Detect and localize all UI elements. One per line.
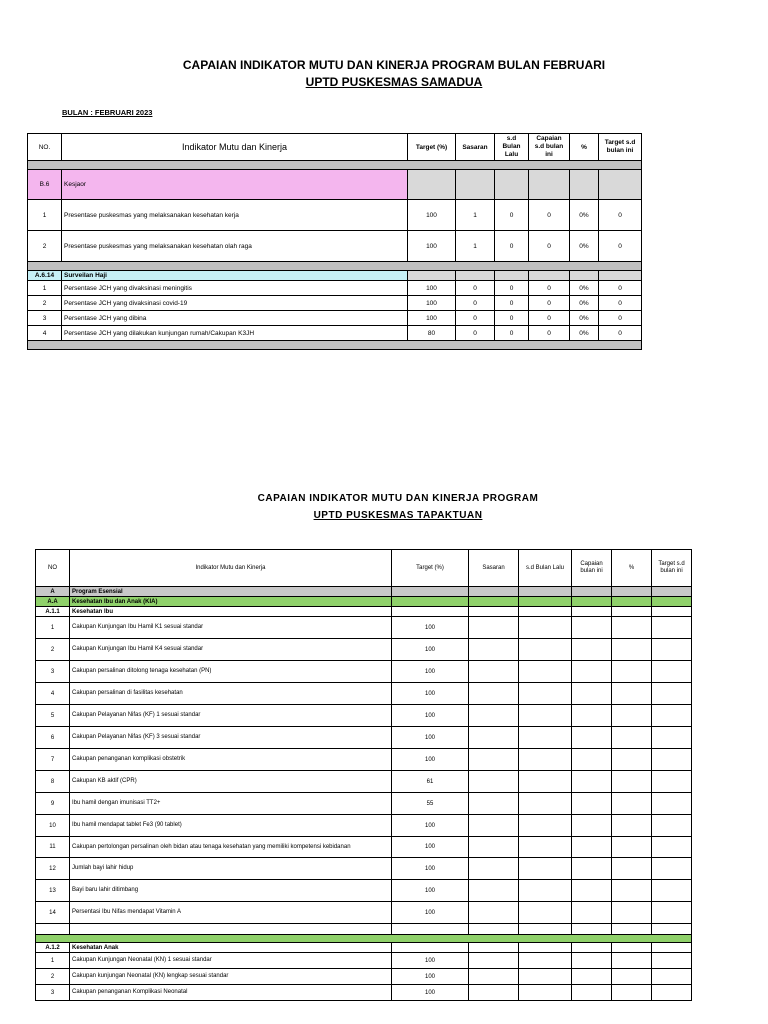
cell-sd: 0 [495,326,529,341]
cell-target: 100 [392,969,469,985]
cell-target: 100 [392,858,469,880]
cell-empty [652,815,692,837]
header-capaian: Capaian bulan ini [572,550,612,587]
cell-empty [519,639,572,661]
doc1-header-row [28,134,642,161]
cell-empty [469,985,519,1001]
cell-indikator: Cakupan Kunjungan Neonatal (KN) 1 sesuai standar [70,953,392,969]
cell-empty [469,639,519,661]
cell-pct: 0% [570,296,599,311]
cell-empty [519,771,572,793]
cell-empty [652,683,692,705]
cell-target: 100 [408,311,456,326]
cell-empty [469,617,519,639]
doc2-table [35,549,692,1001]
cell-target-sd: 0 [599,326,642,341]
doc1-table [27,133,642,350]
cell-empty [652,858,692,880]
cell-no: 1 [36,953,70,969]
section-row [28,170,642,200]
cell-sasaran: 0 [456,311,495,326]
cell-sasaran: 0 [456,281,495,296]
cell-empty [519,953,572,969]
cell-indikator: Persentasi Ibu Nifas mendapat Vitamin A [70,902,392,924]
header-sd: s.d Bulan Lalu [495,134,529,161]
cell-target: 100 [392,815,469,837]
cell-empty [519,815,572,837]
cell-no: 1 [28,281,62,296]
cell-target: 100 [408,231,456,262]
cell-indikator: Cakupan pertolongan persalinan oleh bidan atau tenaga kesehatan yang memiliki kompetensi kebidanan [70,837,392,858]
cell-no: 3 [36,985,70,1001]
cell-indikator: Persentase JCH yang dilakukan kunjungan rumah/Cakupan K3JH [62,326,408,341]
cell-empty [572,953,612,969]
table-row [36,661,692,683]
cell-sasaran: 1 [456,200,495,231]
table-row [36,858,692,880]
cell-empty [469,837,519,858]
cell-no: 2 [28,231,62,262]
table-row [36,793,692,815]
ibu-rows [36,617,692,924]
table-row [28,231,642,262]
table-row [28,326,642,341]
cell-capaian: 0 [529,326,570,341]
cell-empty [572,639,612,661]
section-label: Surveilan Haji [62,271,408,281]
cell-no: 6 [36,727,70,749]
cell-empty [652,749,692,771]
cell-target: 100 [392,902,469,924]
cell-no: 12 [36,858,70,880]
cell-no: 3 [28,311,62,326]
table-row [36,705,692,727]
cell-no: 4 [28,326,62,341]
spacer-row [36,935,692,943]
cell-no: 11 [36,837,70,858]
cell-target-sd: 0 [599,200,642,231]
section-label: Kesehatan Anak [70,943,392,953]
cell-no: 13 [36,880,70,902]
cell-empty [612,793,652,815]
anak-rows [36,953,692,1001]
table-row [36,639,692,661]
cell-empty [572,661,612,683]
section-label: Program Esensial [70,587,392,597]
cell-empty [652,617,692,639]
cell-empty [652,705,692,727]
cell-no: 5 [36,705,70,727]
section-row [36,597,692,607]
section-code: A [36,587,70,597]
cell-no: 2 [36,639,70,661]
cell-no: 7 [36,749,70,771]
cell-indikator: Cakupan penanganan komplikasi obstetrik [70,749,392,771]
cell-empty [652,837,692,858]
cell-no: 1 [36,617,70,639]
header-target-sd: Target s.d bulan ini [599,134,642,161]
cell-empty [572,705,612,727]
cell-empty [612,771,652,793]
cell-empty [519,749,572,771]
cell-empty [469,815,519,837]
cell-capaian: 0 [529,200,570,231]
cell-empty [612,639,652,661]
cell-no: 1 [28,200,62,231]
cell-empty [469,793,519,815]
cell-empty [612,985,652,1001]
cell-empty [469,705,519,727]
cell-empty [572,815,612,837]
cell-indikator: Cakupan Kunjungan Ibu Hamil K4 sesuai standar [70,639,392,661]
cell-indikator: Cakupan penanganan Komplikasi Neonatal [70,985,392,1001]
header-no: NO [36,550,70,587]
cell-empty [519,793,572,815]
cell-target: 100 [392,880,469,902]
cell-empty [469,969,519,985]
section-row [28,271,642,281]
cell-indikator: Cakupan Pelayanan Nifas (KF) 3 sesuai standar [70,727,392,749]
cell-empty [612,749,652,771]
spacer-row [28,262,642,271]
cell-target: 61 [392,771,469,793]
cell-target: 80 [408,326,456,341]
cell-empty [469,749,519,771]
table-row [36,815,692,837]
table-row [28,281,642,296]
section-label: Kesehatan Ibu dan Anak (KIA) [70,597,392,607]
cell-empty [519,969,572,985]
header-sasaran: Sasaran [456,134,495,161]
table-row [28,311,642,326]
spacer-row [28,161,642,170]
cell-target: 100 [392,683,469,705]
cell-empty [572,985,612,1001]
cell-empty [572,880,612,902]
cell-empty [469,727,519,749]
cell-empty [572,858,612,880]
cell-no: 2 [28,296,62,311]
cell-target: 100 [392,727,469,749]
cell-target: 100 [392,617,469,639]
cell-empty [572,683,612,705]
cell-target: 100 [408,281,456,296]
cell-empty [519,661,572,683]
cell-indikator: Persentase JCH yang divaksinasi covid-19 [62,296,408,311]
header-capaian: Capaian s.d bulan ini [529,134,570,161]
cell-empty [612,858,652,880]
cell-empty [652,661,692,683]
cell-empty [652,727,692,749]
doc2-header-row [36,550,692,587]
header-sd: s.d Bulan Lalu [519,550,572,587]
section-code: A.1.1 [36,607,70,617]
cell-empty [469,880,519,902]
cell-empty [519,837,572,858]
cell-empty [469,683,519,705]
cell-empty [652,902,692,924]
doc2-subtitle: UPTD PUSKESMAS TAPAKTUAN [313,510,483,521]
cell-empty [469,858,519,880]
cell-sasaran: 0 [456,326,495,341]
section-row [36,607,692,617]
cell-sd: 0 [495,231,529,262]
spacer-row [28,341,642,350]
cell-no: 3 [36,661,70,683]
cell-target: 100 [408,200,456,231]
spacer-row [36,924,692,935]
cell-sd: 0 [495,311,529,326]
cell-capaian: 0 [529,311,570,326]
cell-indikator: Bayi baru lahir ditimbang [70,880,392,902]
cell-empty [519,705,572,727]
cell-target: 100 [392,953,469,969]
table-row [36,902,692,924]
cell-target: 100 [392,705,469,727]
section-code: A.A [36,597,70,607]
table-row [36,749,692,771]
cell-indikator: Persentase JCH yang divaksinasi meningitis [62,281,408,296]
cell-target: 100 [392,749,469,771]
cell-pct: 0% [570,231,599,262]
table-row [36,985,692,1001]
table-row [36,837,692,858]
section-code: B.6 [28,170,62,200]
cell-empty [652,639,692,661]
cell-empty [572,969,612,985]
section-code: A.1.2 [36,943,70,953]
cell-indikator: Persentase JCH yang dibina [62,311,408,326]
cell-target: 100 [392,639,469,661]
cell-indikator: Presentase puskesmas yang melaksanakan kesehatan kerja [62,200,408,231]
cell-empty [652,880,692,902]
cell-sasaran: 0 [456,296,495,311]
cell-indikator: Cakupan Pelayanan Nifas (KF) 1 sesuai standar [70,705,392,727]
header-no: NO. [28,134,62,161]
cell-empty [572,837,612,858]
header-target: Target (%) [392,550,469,587]
cell-sd: 0 [495,200,529,231]
cell-empty [469,902,519,924]
cell-empty [519,727,572,749]
cell-empty [652,953,692,969]
cell-empty [572,617,612,639]
section-row [36,943,692,953]
cell-empty [519,617,572,639]
cell-empty [612,880,652,902]
cell-indikator: Ibu hamil mendapat tablet Fe3 (90 tablet) [70,815,392,837]
cell-empty [652,985,692,1001]
cell-pct: 0% [570,311,599,326]
cell-indikator: Cakupan kunjungan Neonatal (KN) lengkap sesuai standar [70,969,392,985]
section-label: Kesjaor [62,170,408,200]
cell-no: 4 [36,683,70,705]
cell-sasaran: 1 [456,231,495,262]
cell-target: 100 [392,985,469,1001]
cell-empty [612,837,652,858]
cell-indikator: Presentase puskesmas yang melaksanakan kesehatan olah raga [62,231,408,262]
cell-empty [519,683,572,705]
cell-indikator: Jumlah bayi lahir hidup [70,858,392,880]
cell-empty [612,902,652,924]
cell-empty [572,771,612,793]
cell-indikator: Cakupan Kunjungan Ibu Hamil K1 sesuai standar [70,617,392,639]
cell-sd: 0 [495,281,529,296]
doc1-title: CAPAIAN INDIKATOR MUTU DAN KINERJA PROGRAM BULAN FEBRUARI [182,58,606,72]
cell-empty [612,815,652,837]
cell-pct: 0% [570,326,599,341]
cell-empty [652,771,692,793]
cell-no: 14 [36,902,70,924]
cell-target: 55 [392,793,469,815]
cell-no: 10 [36,815,70,837]
cell-empty [612,683,652,705]
header-pct: % [570,134,599,161]
cell-empty [519,985,572,1001]
cell-target: 100 [392,661,469,683]
cell-empty [469,661,519,683]
cell-target: 100 [408,296,456,311]
header-target-sd: Target s.d bulan ini [652,550,692,587]
cell-target-sd: 0 [599,281,642,296]
cell-indikator: Cakupan persalinan ditolong tenaga kesehatan (PN) [70,661,392,683]
section-row [36,587,692,597]
cell-empty [519,858,572,880]
cell-empty [572,749,612,771]
table-row [36,880,692,902]
table-row [28,200,642,231]
cell-empty [572,793,612,815]
cell-empty [572,727,612,749]
cell-target: 100 [392,837,469,858]
cell-no: 9 [36,793,70,815]
cell-empty [652,793,692,815]
cell-empty [612,617,652,639]
doc1-bulan: BULAN : FEBRUARI 2023 [62,108,153,117]
doc1-subtitle: UPTD PUSKESMAS SAMADUA [305,75,483,89]
table-row [36,953,692,969]
cell-empty [519,880,572,902]
cell-empty [612,661,652,683]
header-sasaran: Sasaran [469,550,519,587]
cell-pct: 0% [570,281,599,296]
cell-empty [652,969,692,985]
section-code: A.6.14 [28,271,62,281]
cell-target-sd: 0 [599,231,642,262]
table-row [36,617,692,639]
section-label: Kesehatan Ibu [70,607,392,617]
cell-empty [469,771,519,793]
table-row [36,683,692,705]
cell-empty [572,902,612,924]
cell-target-sd: 0 [599,296,642,311]
table-row [28,296,642,311]
table-row [36,969,692,985]
cell-sd: 0 [495,296,529,311]
cell-empty [612,969,652,985]
cell-capaian: 0 [529,231,570,262]
header-target: Target (%) [408,134,456,161]
cell-empty [612,727,652,749]
header-indikator: Indikator Mutu dan Kinerja [62,134,408,161]
cell-empty [519,902,572,924]
cell-indikator: Cakupan KB aktif (CPR) [70,771,392,793]
cell-no: 2 [36,969,70,985]
table-row [36,727,692,749]
header-indikator: Indikator Mutu dan Kinerja [70,550,392,587]
header-pct: % [612,550,652,587]
cell-capaian: 0 [529,296,570,311]
cell-empty [612,953,652,969]
cell-empty [612,705,652,727]
cell-indikator: Ibu hamil dengan imunisasi TT2+ [70,793,392,815]
cell-no: 8 [36,771,70,793]
table-row [36,771,692,793]
cell-indikator: Cakupan persalinan di fasilitas kesehatan [70,683,392,705]
doc2-title: CAPAIAN INDIKATOR MUTU DAN KINERJA PROGRAM [257,493,539,504]
cell-empty [469,953,519,969]
cell-capaian: 0 [529,281,570,296]
cell-target-sd: 0 [599,311,642,326]
cell-pct: 0% [570,200,599,231]
